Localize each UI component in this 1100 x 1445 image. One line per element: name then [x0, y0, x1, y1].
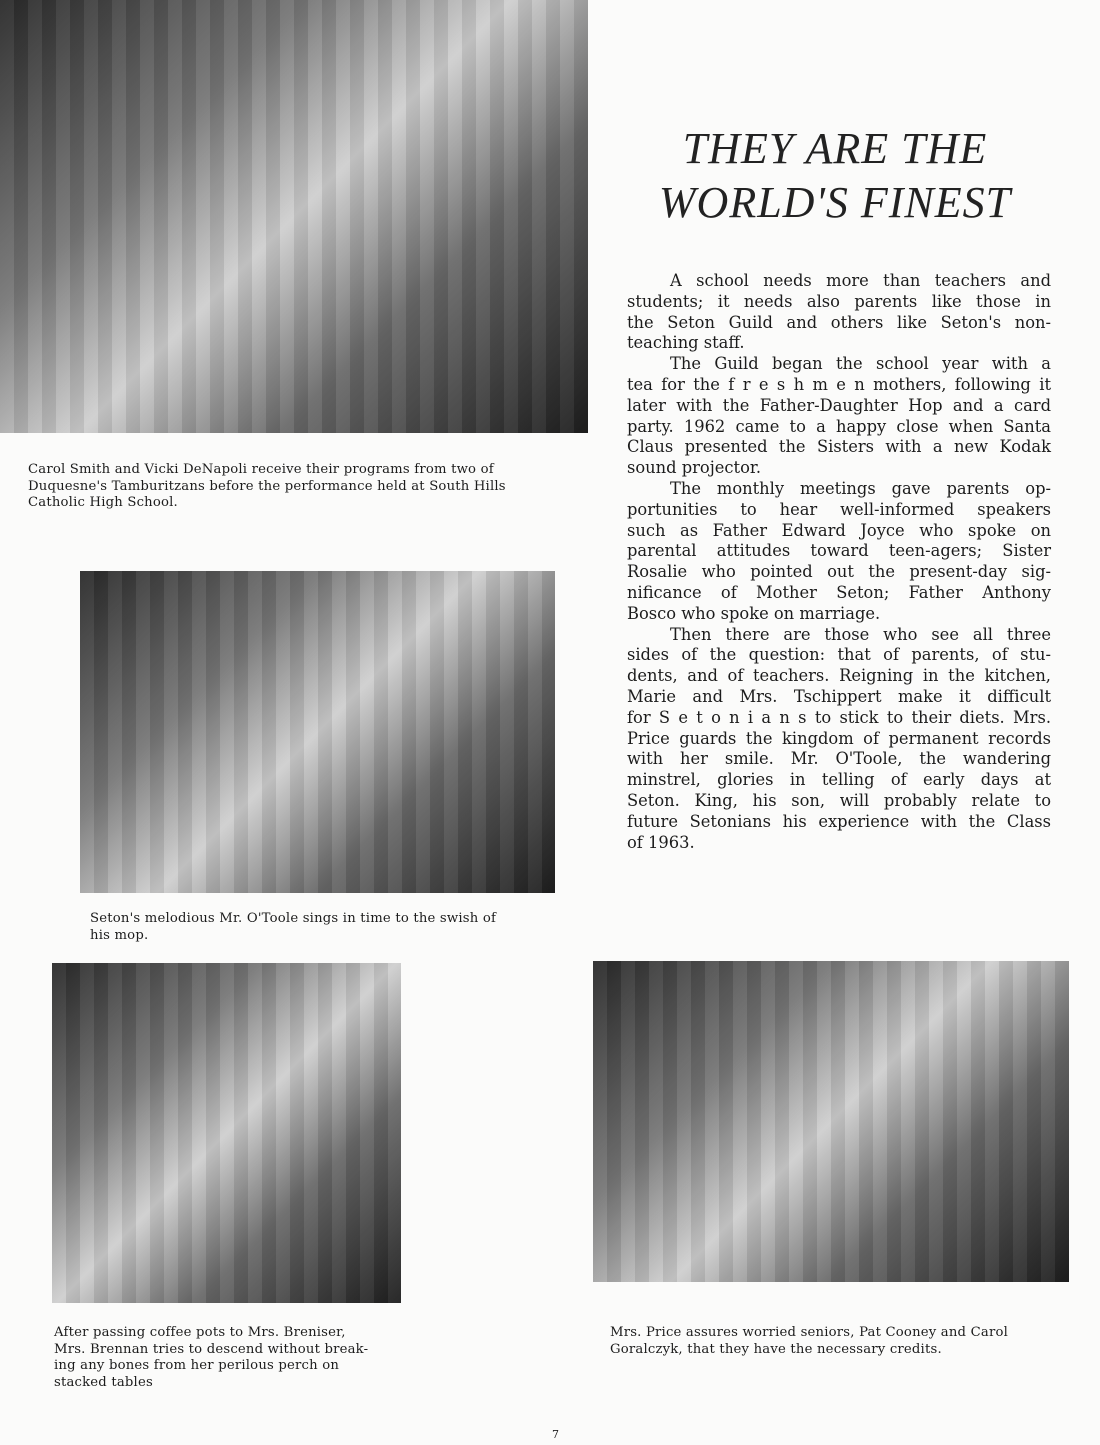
body-line: Price guards the kingdom of permanent records	[627, 728, 1051, 748]
body-line: the Seton Guild and others like Seton's non-	[627, 312, 1051, 332]
page-title: THEY ARE THE WORLD'S FINEST	[658, 124, 1012, 227]
photo-brennan-coffee-pots	[52, 963, 401, 1303]
body-line: nificance of Mother Seton; Father Anthony	[627, 582, 1051, 602]
body-line: party. 1962 came to a happy close when Santa	[627, 416, 1051, 436]
body-line: Marie and Mrs. Tschippert make it difficult	[627, 686, 1051, 706]
body-line: The Guild began the school year with a	[670, 354, 1051, 374]
photo-tamburitzans	[0, 0, 588, 433]
body-line: parental attitudes toward teen-agers; Sister	[627, 541, 1051, 561]
body-line: dents, and of teachers. Reigning in the kitchen,	[627, 666, 1051, 686]
body-line: Rosalie who pointed out the present-day sig-	[627, 562, 1051, 582]
page-number: 7	[552, 1428, 559, 1441]
body-line: minstrel, glories in telling of early days at	[627, 770, 1051, 790]
caption-otoole: Seton's melodious Mr. O'Toole sings in time to the swish of his mop.	[90, 911, 497, 943]
caption-brennan: After passing coffee pots to Mrs. Breniser, Mrs. Brennan tries to descend without break- ing any bones from her perilous perch on stacked tables	[54, 1325, 369, 1390]
article-body	[627, 271, 1051, 853]
body-line: The monthly meetings gave parents op-	[670, 478, 1051, 498]
photo-price-seniors	[593, 961, 1069, 1282]
caption-price: Mrs. Price assures worried seniors, Pat Cooney and Carol Goralczyk, that they have the necessary credits.	[610, 1325, 1009, 1357]
body-line: portunities to hear well-informed speakers	[627, 499, 1051, 519]
body-line: sound projector.	[627, 458, 762, 478]
body-line: of 1963.	[627, 832, 695, 852]
body-line: later with the Father-Daughter Hop and a card	[627, 395, 1051, 415]
photo-otoole-mopping	[80, 571, 555, 893]
body-line: sides of the question: that of parents, of stu-	[627, 645, 1051, 665]
caption-tamburitzans: Carol Smith and Vicki DeNapoli receive their programs from two of Duquesne's Tamburitzans before the performance held at South Hills Catholic High School.	[28, 462, 506, 510]
body-line: for S e t o n i a n s to stick to their diets. Mrs.	[627, 707, 1051, 727]
body-line: Bosco who spoke on marriage.	[627, 603, 881, 623]
body-line: with her smile. Mr. O'Toole, the wandering	[627, 749, 1051, 769]
body-line: Then there are those who see all three	[670, 624, 1051, 644]
body-line: future Setonians his experience with the Class	[627, 811, 1051, 831]
body-line: Seton. King, his son, will probably relate to	[627, 790, 1051, 810]
body-line: Claus presented the Sisters with a new Kodak	[627, 437, 1051, 457]
body-line: such as Father Edward Joyce who spoke on	[627, 520, 1051, 540]
body-line: A school needs more than teachers and	[670, 271, 1051, 290]
body-line: teaching staff.	[627, 333, 745, 353]
body-line: tea for the f r e s h m e n mothers, following it	[627, 374, 1051, 394]
body-line: students; it needs also parents like those in	[627, 291, 1051, 311]
